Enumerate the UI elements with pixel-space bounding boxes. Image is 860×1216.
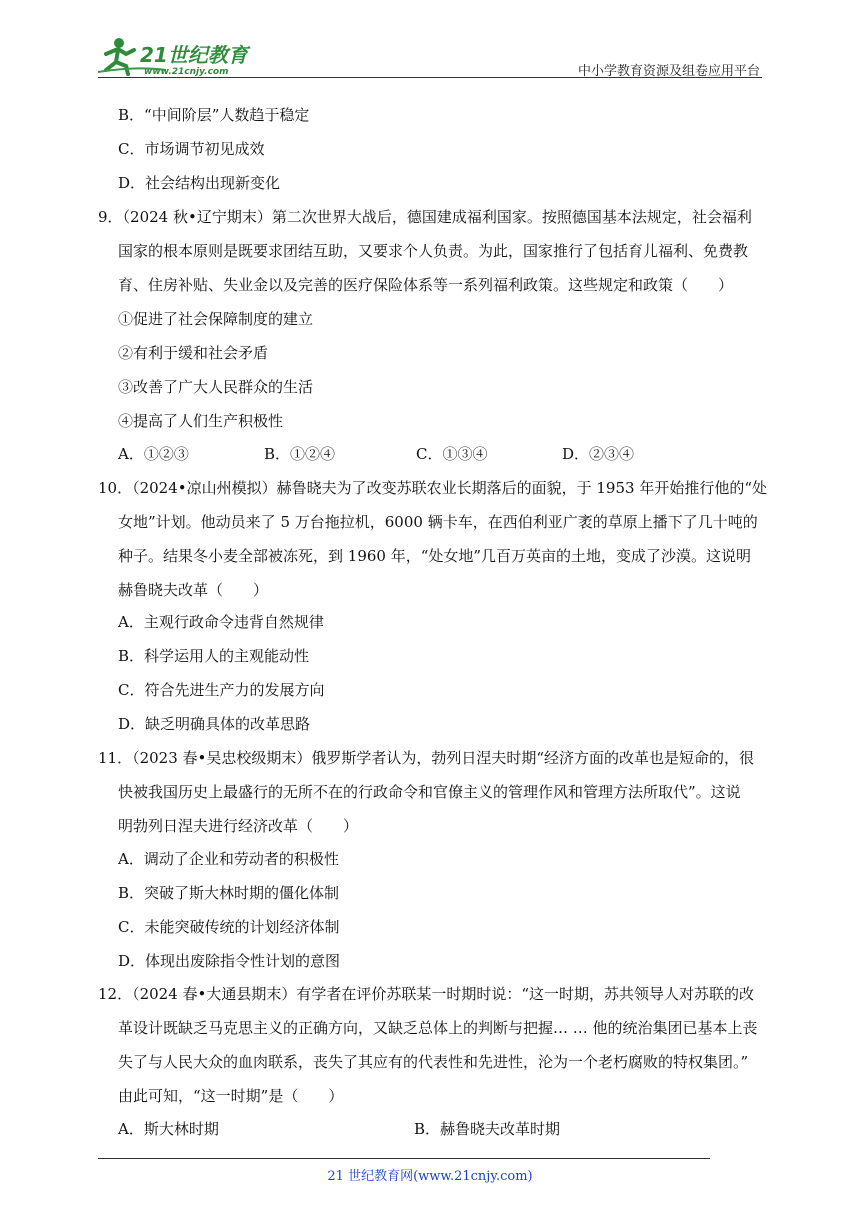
q11-option-b[interactable]: B．突破了斯大林时期的僵化体制 <box>118 884 340 902</box>
q11-option-d[interactable]: D．体现出废除指令性计划的意图 <box>118 952 341 970</box>
q10-option-b[interactable]: B．科学运用人的主观能动性 <box>118 647 310 665</box>
q9-option-a[interactable]: A．①②③ <box>118 445 189 463</box>
q12-stem-line: 由此可知，“这一时期”是（ ） <box>118 1087 344 1105</box>
site-logo[interactable] <box>96 36 266 78</box>
q8-option-b[interactable]: B．“中间阶层”人数趋于稳定 <box>118 106 310 124</box>
q12-options <box>118 1119 718 1139</box>
footer-link[interactable]: 21 世纪教育网(www.21cnjy.com) <box>327 1169 533 1184</box>
q12-stem-line: 失了与人民大众的血肉联系，丧失了其应有的代表性和先进性，沦为一个老朽腐败的特权集团。” <box>118 1053 749 1071</box>
q11-option-c[interactable]: C．未能突破传统的计划经济体制 <box>118 918 340 936</box>
q9-statement: ②有利于缓和社会矛盾 <box>118 344 269 362</box>
q10-stem-line: 赫鲁晓夫改革（ ） <box>118 581 269 599</box>
q8-option-d[interactable]: D．社会结构出现新变化 <box>118 174 281 192</box>
q10-option-d[interactable]: D．缺乏明确具体的改革思路 <box>118 715 311 733</box>
q11-stem-line: 快被我国历史上最盛行的无所不在的行政命令和官僚主义的管理作风和管理方法所取代”。这说 <box>118 783 741 801</box>
q10-stem-line: 10．（2024•凉山州模拟）赫鲁晓夫为了改变苏联农业长期落后的面貌，于 1953 年开始推行他的“处 <box>98 479 767 497</box>
q9-stem-line: 育、住房补贴、失业金以及完善的医疗保险体系等一系列福利政策。这些规定和政策（ ） <box>118 276 734 294</box>
q9-stem-line: 国家的根本原则是既要求团结互助，又要求个人负责。为此，国家推行了包括育儿福利、免费教 <box>118 242 749 260</box>
q9-statement: ①促进了社会保障制度的建立 <box>118 310 314 328</box>
svg-text:21世纪教育: 21世纪教育 <box>140 43 248 67</box>
q9-stem-line: 9．（2024 秋•辽宁期末）第二次世界大战后，德国建成福利国家。按照德国基本法规定，社会福利 <box>98 208 752 226</box>
q10-stem-line: 女地”计划。他动员来了 5 万台拖拉机，6000 辆卡车，在西伯利亚广袤的草原上播下了几十吨的 <box>118 513 758 531</box>
q12-stem-line: 12．（2024 春•大通县期末）有学者在评价苏联某一时期时说：“这一时期，苏共领导人对苏联的改 <box>98 985 755 1003</box>
q9-options <box>118 444 718 464</box>
q10-option-c[interactable]: C．符合先进生产力的发展方向 <box>118 681 325 699</box>
q12-option-a[interactable]: A．斯大林时期 <box>118 1120 219 1138</box>
q11-stem-line: 11．（2023 春•吴忠校级期末）俄罗斯学者认为，勃列日涅夫时期“经济方面的改革也是短命的，很 <box>98 749 755 767</box>
q9-option-c[interactable]: C．①③④ <box>416 445 488 463</box>
platform-name: 中小学教育资源及组卷应用平台 <box>577 64 760 79</box>
q9-option-b[interactable]: B．①②④ <box>264 445 336 463</box>
q10-stem-line: 种子。结果冬小麦全部被冻死，到 1960 年，“处女地”几百万英亩的土地，变成了沙漠。这说明 <box>118 547 752 565</box>
q9-statement: ④提高了人们生产积极性 <box>118 412 284 430</box>
q9-option-d[interactable]: D．②③④ <box>562 445 635 463</box>
svg-text:www.21cnjy.com: www.21cnjy.com <box>144 67 229 77</box>
q9-statement: ③改善了广大人民群众的生活 <box>118 378 314 396</box>
q12-option-b[interactable]: B．赫鲁晓夫改革时期 <box>414 1120 561 1138</box>
runner-icon <box>96 36 266 78</box>
q11-stem-line: 明勃列日涅夫进行经济改革（ ） <box>118 817 359 835</box>
q11-option-a[interactable]: A．调动了企业和劳动者的积极性 <box>118 850 339 868</box>
q12-stem-line: 革设计既缺乏马克思主义的正确方向，又缺乏总体上的判断与把握… … 他的统治集团已基本上丧 <box>118 1019 758 1037</box>
q10-option-a[interactable]: A．主观行政命令违背自然规律 <box>118 613 324 631</box>
q8-option-c[interactable]: C．市场调节初见成效 <box>118 140 265 158</box>
header-divider <box>98 77 762 78</box>
footer-divider <box>98 1158 710 1159</box>
